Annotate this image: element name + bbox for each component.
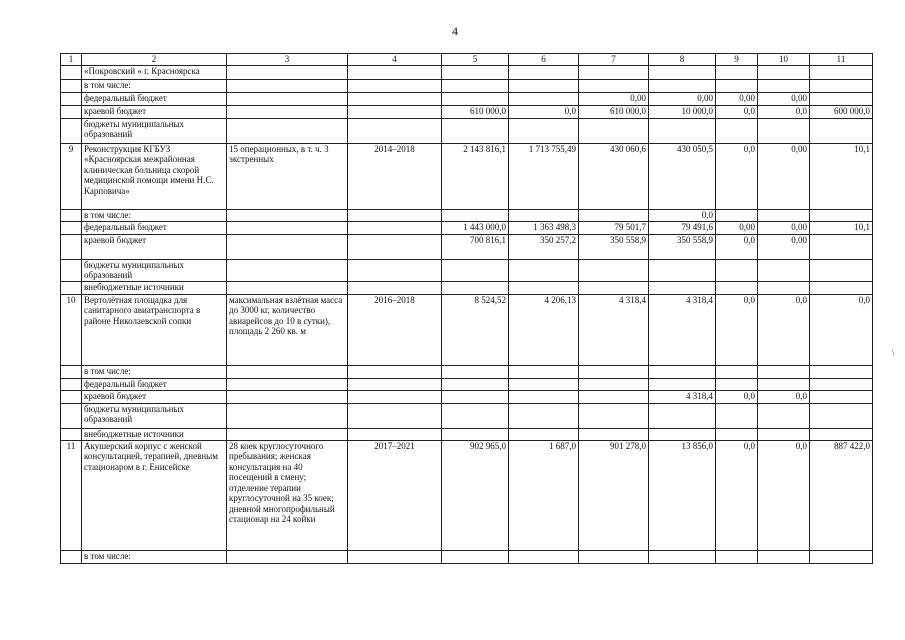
table-cell <box>758 118 810 143</box>
table-cell: 0,0 <box>810 294 873 365</box>
table-cell: 0,00 <box>579 92 649 105</box>
table-cell <box>509 403 579 428</box>
table-cell <box>810 65 873 79</box>
table-cell <box>579 550 649 563</box>
table-cell: 2017–2021 <box>348 440 442 550</box>
table-cell <box>227 259 348 281</box>
table-cell <box>716 118 758 143</box>
table-cell <box>442 403 509 428</box>
table-cell <box>348 118 442 143</box>
table-cell <box>61 550 82 563</box>
table-cell <box>442 259 509 281</box>
table-cell <box>227 234 348 259</box>
table-row <box>61 440 873 550</box>
table-cell: 0,0 <box>716 234 758 259</box>
table-cell <box>509 259 579 281</box>
table-row <box>61 221 873 234</box>
table-cell <box>348 428 442 440</box>
table-cell: 0,00 <box>758 221 810 234</box>
table-cell: бюджеты муниципальных образований <box>82 118 227 143</box>
table-cell <box>61 105 82 118</box>
column-header: 11 <box>810 54 873 66</box>
table-cell: 15 операционных, в т. ч. 3 экстренных <box>227 143 348 209</box>
column-header: 7 <box>579 54 649 66</box>
table-cell <box>348 281 442 294</box>
table-cell: федеральный бюджет <box>82 378 227 390</box>
table-cell <box>509 378 579 390</box>
table-cell <box>810 92 873 105</box>
table-row <box>61 378 873 390</box>
table-cell <box>579 365 649 378</box>
table-cell <box>579 390 649 403</box>
table-cell <box>649 65 716 79</box>
table-cell: 430 060,6 <box>579 143 649 209</box>
table-cell <box>509 118 579 143</box>
table-cell: 10,1 <box>810 143 873 209</box>
table-row <box>61 428 873 440</box>
table-cell <box>810 403 873 428</box>
table-cell: 902 965,0 <box>442 440 509 550</box>
table-cell <box>227 209 348 221</box>
table-cell: 0,00 <box>758 143 810 209</box>
table-cell <box>442 550 509 563</box>
table-cell <box>348 390 442 403</box>
table-cell <box>227 550 348 563</box>
table-cell <box>348 234 442 259</box>
table-cell <box>348 365 442 378</box>
table-cell <box>810 209 873 221</box>
table-cell <box>442 118 509 143</box>
table-cell <box>716 281 758 294</box>
table-cell: 4 318,4 <box>649 294 716 365</box>
table-cell: 610 000,0 <box>442 105 509 118</box>
table-cell: «Покровский « г. Красноярска <box>82 65 227 79</box>
table-cell <box>227 365 348 378</box>
table-cell <box>61 365 82 378</box>
table-cell <box>442 281 509 294</box>
table-cell: 700 816,1 <box>442 234 509 259</box>
table-cell <box>348 403 442 428</box>
table-cell: 10,1 <box>810 221 873 234</box>
table-cell <box>810 79 873 92</box>
table-cell: федеральный бюджет <box>82 221 227 234</box>
table-row <box>61 403 873 428</box>
table-cell: 0,0 <box>716 105 758 118</box>
table-row <box>61 281 873 294</box>
table-cell: 0,0 <box>758 105 810 118</box>
table-cell <box>649 378 716 390</box>
table-cell <box>61 234 82 259</box>
table-cell <box>579 118 649 143</box>
table-cell <box>61 403 82 428</box>
table-row <box>61 294 873 365</box>
table-cell <box>61 221 82 234</box>
table-cell: 610 000,0 <box>579 105 649 118</box>
table-cell <box>348 259 442 281</box>
table-cell <box>442 365 509 378</box>
table-cell: 10 <box>61 294 82 365</box>
table-cell <box>810 390 873 403</box>
table-cell: 8 524,52 <box>442 294 509 365</box>
table-cell <box>227 378 348 390</box>
table-cell <box>716 79 758 92</box>
table-cell <box>227 92 348 105</box>
table-row <box>61 209 873 221</box>
table-cell <box>810 281 873 294</box>
table-cell: в том числе: <box>82 79 227 92</box>
table-cell: 0,0 <box>716 294 758 365</box>
table-cell <box>579 65 649 79</box>
table-cell <box>61 65 82 79</box>
table-cell: 2016–2018 <box>348 294 442 365</box>
table-cell <box>227 428 348 440</box>
table-row <box>61 234 873 259</box>
table-cell: 0,0 <box>758 440 810 550</box>
table-cell: 11 <box>61 440 82 550</box>
table-cell: 0,00 <box>758 234 810 259</box>
table-cell: 28 коек круглосуточного пребывания; женская консультация на 40 посещений в смену; отделение терапии круглосуточной на 35 коек; дневной многопрофильный стационар на 24 койки <box>227 440 348 550</box>
table-cell: 4 318,4 <box>649 390 716 403</box>
table-cell: в том числе: <box>82 550 227 563</box>
table-cell <box>649 550 716 563</box>
table-cell <box>227 79 348 92</box>
table-cell <box>810 118 873 143</box>
table-cell: 350 257,2 <box>509 234 579 259</box>
column-header: 9 <box>716 54 758 66</box>
table-cell <box>758 365 810 378</box>
table-cell <box>61 79 82 92</box>
table-row <box>61 143 873 209</box>
table-cell <box>649 281 716 294</box>
table-cell <box>227 65 348 79</box>
table-cell <box>649 403 716 428</box>
table-cell <box>61 428 82 440</box>
table-cell: внебюджетные источники <box>82 281 227 294</box>
table-cell <box>810 378 873 390</box>
table-cell: 79 491,6 <box>649 221 716 234</box>
table-cell: 350 558,9 <box>579 234 649 259</box>
table-cell <box>61 390 82 403</box>
table-cell: 4 318,4 <box>579 294 649 365</box>
table-cell: краевой бюджет <box>82 234 227 259</box>
table-cell <box>649 365 716 378</box>
table-cell: 0,0 <box>509 105 579 118</box>
table-cell: Вертолётная площадка для санитарного авиатранспорта в районе Николаевской сопки <box>82 294 227 365</box>
table-cell: 1 443 000,0 <box>442 221 509 234</box>
table-cell <box>227 105 348 118</box>
table-cell <box>442 92 509 105</box>
table-cell <box>348 221 442 234</box>
table-cell <box>61 378 82 390</box>
table-cell: 2014–2018 <box>348 143 442 209</box>
table-cell <box>579 378 649 390</box>
table-cell <box>227 403 348 428</box>
table-cell <box>509 550 579 563</box>
table-cell: 0,0 <box>716 143 758 209</box>
table-row <box>61 79 873 92</box>
table-cell <box>579 428 649 440</box>
margin-mark: \ <box>892 348 895 358</box>
table-cell <box>61 118 82 143</box>
table-cell: Реконструкция КГБУЗ «Красноярская межрайонная клиническая больница скорой медицинской помощи имени Н.С. Карповича» <box>82 143 227 209</box>
table-cell: федеральный бюджет <box>82 92 227 105</box>
table-cell <box>649 259 716 281</box>
table-cell <box>579 281 649 294</box>
table-cell: 0,0 <box>758 390 810 403</box>
table-cell: 1 687,0 <box>509 440 579 550</box>
table-cell: 901 278,0 <box>579 440 649 550</box>
table-cell: 0,0 <box>716 440 758 550</box>
table-cell <box>348 92 442 105</box>
table-cell <box>716 428 758 440</box>
table-cell <box>758 281 810 294</box>
table-cell: бюджеты муниципальных образований <box>82 403 227 428</box>
table-cell <box>348 105 442 118</box>
table-cell <box>649 428 716 440</box>
page-number: 4 <box>452 24 458 38</box>
table-row <box>61 105 873 118</box>
table-cell <box>579 259 649 281</box>
table-cell <box>442 378 509 390</box>
table-cell: 350 558,9 <box>649 234 716 259</box>
table-cell: 4 206,13 <box>509 294 579 365</box>
table-cell <box>758 79 810 92</box>
table-cell: в том числе: <box>82 209 227 221</box>
table-cell <box>758 550 810 563</box>
column-header: 2 <box>82 54 227 66</box>
table-row <box>61 65 873 79</box>
table-cell <box>579 79 649 92</box>
table-cell <box>348 65 442 79</box>
table-cell: 0,00 <box>758 92 810 105</box>
table-cell <box>61 281 82 294</box>
table-cell <box>442 390 509 403</box>
table-cell <box>649 79 716 92</box>
table-cell: 0,0 <box>716 390 758 403</box>
table-cell <box>509 281 579 294</box>
table-cell <box>716 403 758 428</box>
table-cell <box>810 234 873 259</box>
table-cell: 10 000,0 <box>649 105 716 118</box>
table-cell <box>758 378 810 390</box>
table-row <box>61 365 873 378</box>
column-header: 5 <box>442 54 509 66</box>
table-cell <box>509 65 579 79</box>
table-cell <box>227 390 348 403</box>
table-row <box>61 92 873 105</box>
table-cell: внебюджетные источники <box>82 428 227 440</box>
table-cell <box>509 390 579 403</box>
table-cell: 0,0 <box>758 294 810 365</box>
table-cell <box>579 209 649 221</box>
table-cell <box>716 65 758 79</box>
table-cell <box>509 428 579 440</box>
table-cell <box>758 259 810 281</box>
table-cell: Акушерский корпус с женской консультацией, терапией, дневным стационаром в г. Енисейске <box>82 440 227 550</box>
table-row <box>61 118 873 143</box>
table-header-row <box>61 54 873 66</box>
table-cell <box>716 378 758 390</box>
table-cell <box>61 259 82 281</box>
table-cell <box>716 365 758 378</box>
table-cell: краевой бюджет <box>82 105 227 118</box>
table-cell <box>579 403 649 428</box>
column-header: 3 <box>227 54 348 66</box>
table-cell <box>716 550 758 563</box>
table-cell <box>810 428 873 440</box>
table-cell: краевой бюджет <box>82 390 227 403</box>
table-cell <box>758 65 810 79</box>
table-cell <box>716 209 758 221</box>
table-cell <box>509 209 579 221</box>
table-cell <box>348 79 442 92</box>
table-cell <box>758 403 810 428</box>
table-cell <box>758 428 810 440</box>
table-cell: 9 <box>61 143 82 209</box>
table-cell <box>649 118 716 143</box>
table-cell <box>509 79 579 92</box>
table-cell: 1 363 498,3 <box>509 221 579 234</box>
table-cell <box>348 378 442 390</box>
table-cell <box>442 79 509 92</box>
table-cell: 2 143 816,1 <box>442 143 509 209</box>
table-cell: 0,00 <box>716 221 758 234</box>
table-row <box>61 550 873 563</box>
column-header: 1 <box>61 54 82 66</box>
column-header: 4 <box>348 54 442 66</box>
table-cell <box>227 221 348 234</box>
table-cell: 430 050,5 <box>649 143 716 209</box>
table-cell: 13 856,0 <box>649 440 716 550</box>
table-cell: 1 713 755,49 <box>509 143 579 209</box>
table-row <box>61 390 873 403</box>
table-cell <box>810 365 873 378</box>
table-cell <box>348 550 442 563</box>
table-cell <box>509 365 579 378</box>
table-cell <box>716 259 758 281</box>
table-cell <box>227 281 348 294</box>
table-cell: максимальная взлётная масса до 3000 кг, количество авиарейсов до 10 в сутки), площадь 2 260 кв. м <box>227 294 348 365</box>
table-cell <box>810 550 873 563</box>
table-cell: 600 000,0 <box>810 105 873 118</box>
table-cell <box>61 92 82 105</box>
table-cell <box>758 209 810 221</box>
column-header: 6 <box>509 54 579 66</box>
table-cell <box>810 259 873 281</box>
table-cell <box>348 209 442 221</box>
table-cell: 887 422,0 <box>810 440 873 550</box>
table-row <box>61 259 873 281</box>
table-cell: 79 501,7 <box>579 221 649 234</box>
table-cell <box>442 209 509 221</box>
table-cell <box>227 118 348 143</box>
table-cell: 0,00 <box>649 92 716 105</box>
table-cell: 0,0 <box>649 209 716 221</box>
table-cell <box>509 92 579 105</box>
table-cell <box>442 428 509 440</box>
table-cell: бюджеты муниципальных образований <box>82 259 227 281</box>
budget-table <box>60 53 873 564</box>
table-cell: 0,00 <box>716 92 758 105</box>
table-cell <box>442 65 509 79</box>
column-header: 8 <box>649 54 716 66</box>
table-cell <box>61 209 82 221</box>
table-cell: в том числе: <box>82 365 227 378</box>
column-header: 10 <box>758 54 810 66</box>
